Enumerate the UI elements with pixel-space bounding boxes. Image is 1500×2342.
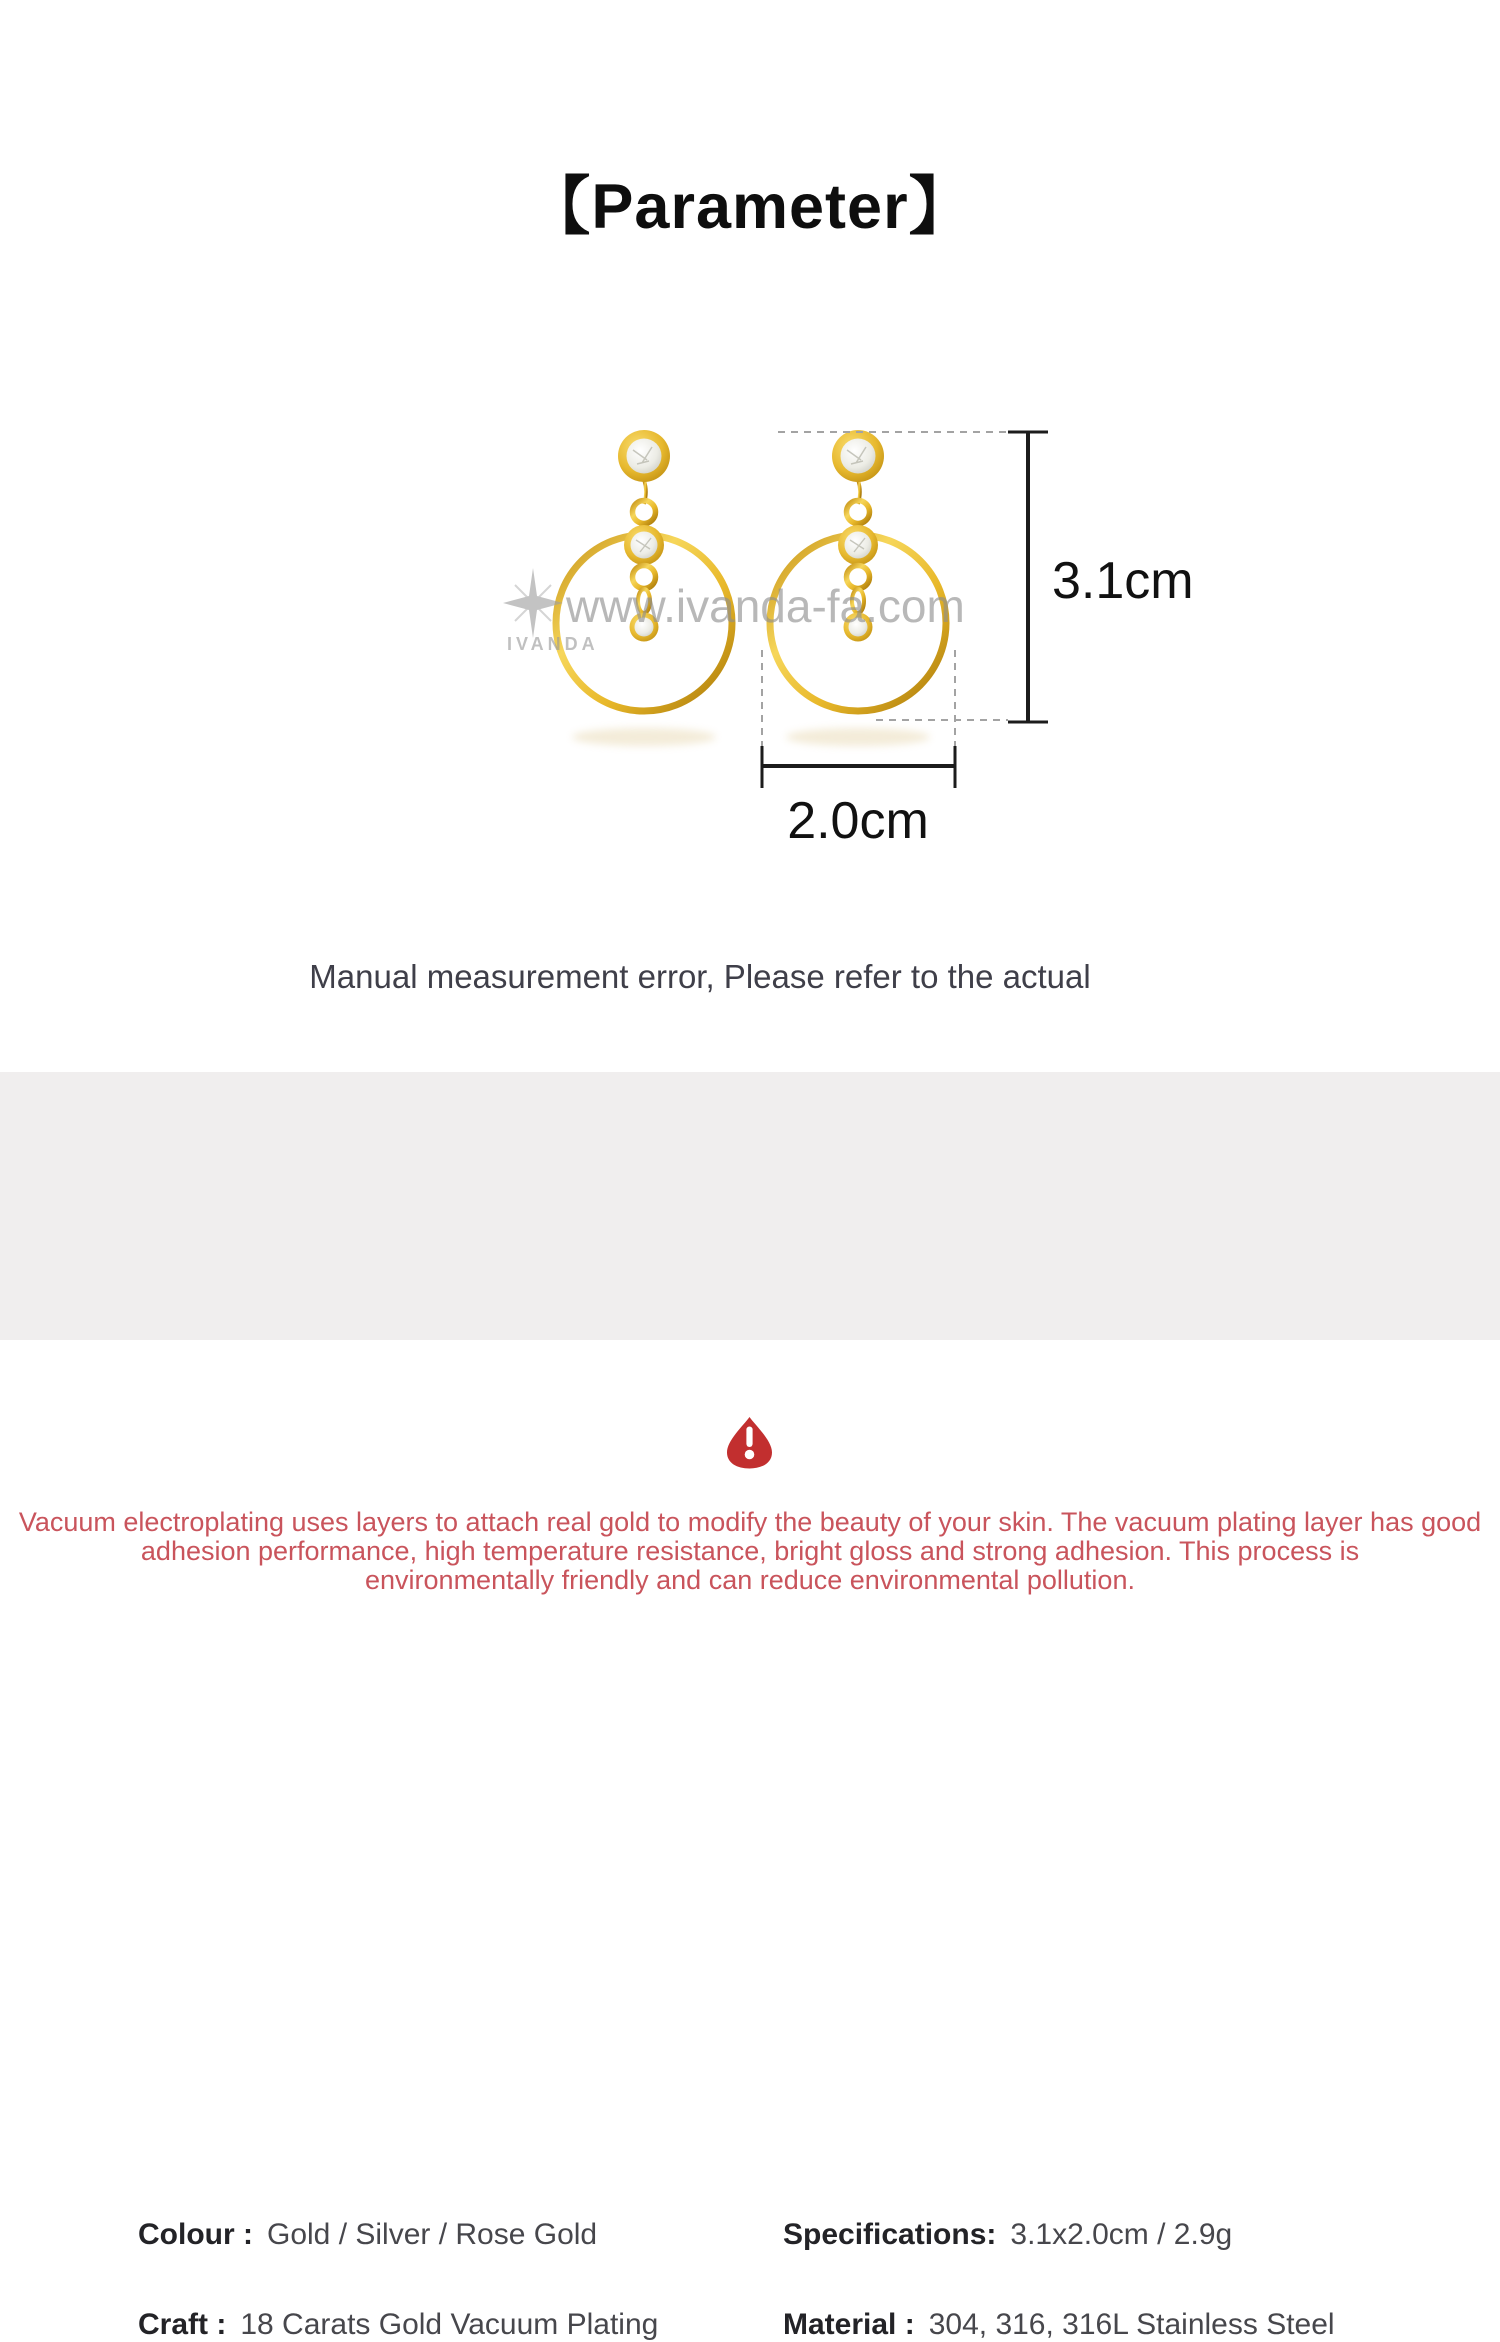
warning-line: adhesion performance, high temperature resistance, bright gloss and strong adhesion. This process is xyxy=(140,1536,1360,1566)
warning-line: environmentally friendly and can reduce environmental pollution. xyxy=(365,1565,1135,1595)
spec-craft-label: Craft : xyxy=(138,2308,227,2341)
spec-colour xyxy=(138,2218,597,2252)
warning-paragraph xyxy=(0,1508,1500,1595)
height-measure xyxy=(1008,432,1048,722)
exclamation-alert-icon xyxy=(721,1414,778,1471)
earrings-figure xyxy=(0,0,1500,900)
watermark-logo-text: IVANDA xyxy=(507,634,599,654)
spec-craft xyxy=(138,2308,658,2342)
spec-colour-value: Gold / Silver / Rose Gold xyxy=(266,2218,598,2251)
spec-specifications-label: Specifications: xyxy=(783,2218,997,2251)
spec-material-label: Material : xyxy=(783,2308,915,2341)
spec-specifications-value: 3.1x2.0cm / 2.9g xyxy=(1010,2218,1233,2251)
watermark-url-text: www.ivanda-fa.com xyxy=(566,580,965,632)
width-measure xyxy=(762,746,955,788)
spec-material xyxy=(783,2308,1335,2342)
page-title: 【Parameter】 xyxy=(527,172,973,242)
measurement-note: Manual measurement error, Please refer to the actual xyxy=(309,958,1091,995)
warning-line: Vacuum electroplating uses layers to attach real gold to modify the beauty of your skin. The vacuum plating layer has good xyxy=(18,1507,1482,1537)
height-label: 3.1cm xyxy=(1052,552,1194,610)
width-label: 2.0cm xyxy=(787,792,929,850)
spec-material-value: 304, 316, 316L Stainless Steel xyxy=(928,2308,1335,2341)
spec-craft-value: 18 Carats Gold Vacuum Plating xyxy=(240,2308,659,2341)
spec-colour-label: Colour : xyxy=(138,2218,253,2251)
spec-specifications xyxy=(783,2218,1232,2252)
watermark xyxy=(503,568,965,654)
